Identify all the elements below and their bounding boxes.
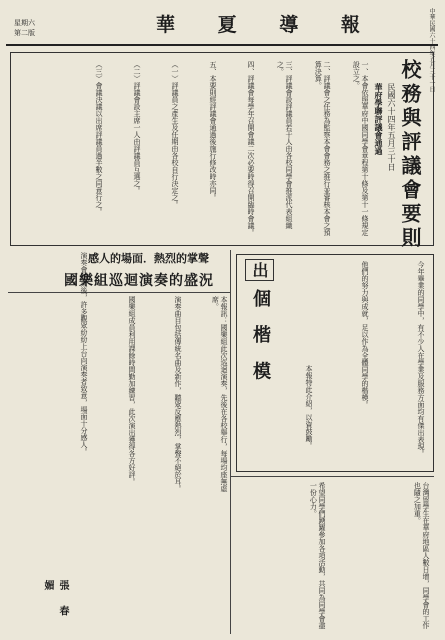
top-article-headline: 校務與評議會要則 (398, 59, 422, 251)
concert-col-4: 演奏會結束後，許多觀眾紛紛上台向演奏者致意，場面十分感人。 (80, 252, 88, 455)
top-article-dateline: 民國六十四年五月三十日 (387, 83, 396, 171)
masthead-page-label: 第二版 (14, 29, 35, 37)
masthead-date: 中華民國六十四年五月三十一日 (428, 8, 435, 92)
column-piece-col-2: 他們的努力與成就，足以作為全體同學的楷模。 (361, 261, 369, 408)
column-piece-col-1: 今年畢業的同學中，有不少人在學業及服務方面均有傑出表現。 (417, 261, 425, 457)
top-article-subhead: 華府學聯評議會通過 (374, 83, 384, 155)
byline: 張 春 媚 (42, 580, 68, 622)
concert-headline: 國樂組巡迴演奏的盛況 (64, 273, 214, 289)
concert-subhead: 感人的場面．熱烈的掌聲 (88, 252, 209, 265)
concert-col-2: 演奏曲目包括傳統名曲及新作，聽眾反應熱烈，掌聲不絕於耳。 (174, 296, 182, 492)
column-piece-headline: 個 楷 模 (250, 289, 271, 386)
top-article-col-7: （二）評議會設主席一人由評議員互選之。 (133, 61, 141, 194)
top-article-box (10, 52, 434, 251)
bottom-col-2: 希望同學們踴躍參加各項活動，共同為同學會盡一份心力。 (309, 482, 326, 629)
column-piece-label: 出 (245, 259, 274, 281)
top-article-col-1: 一、本會依照華府中國同學會章程第十條及第十一條規定設立之。 (352, 61, 369, 236)
top-article-col-3: 三、評議會設評議員若干人由各校同學會推派代表組織之。 (276, 61, 293, 229)
top-article-col-6: （一）評議員之產生及任期由各校自行決定之。 (171, 61, 179, 208)
top-article-col-5: 五、本要則經評議會通過後施行修改時亦同。 (209, 61, 217, 201)
column-divider (230, 250, 231, 634)
newspaper-title: 華 夏 導 報 (156, 14, 378, 36)
top-article-col-8: （三）會議決議以出席評議員過半數之同意行之。 (95, 61, 103, 215)
top-article-col-4: 四、評議會每學年召開會議二次必要時得召開臨時會議。 (247, 61, 255, 236)
concert-col-3: 國樂組成員利用課餘時間勤加練習，此次演出獲得各方好評。 (128, 296, 136, 485)
masthead-weekday: 星期六 (14, 19, 35, 27)
bottom-rule (230, 476, 434, 477)
column-piece-col-3: 本報特此介紹，以資鼓勵。 (305, 365, 313, 449)
masthead (6, 4, 438, 92)
column-piece-box (236, 254, 434, 472)
bottom-col-1: 台灣留學生在華府地區人數日增，同學會的工作也隨之加重。 (413, 482, 430, 629)
top-article-col-2: 二、評議會之任務為監察本會會務之推行並審核本會之預算決算。 (314, 61, 331, 236)
concert-col-1: 本報訊：國樂組此次巡迴演奏，先後在各校舉行，每場均座無虛席。 (211, 296, 228, 492)
